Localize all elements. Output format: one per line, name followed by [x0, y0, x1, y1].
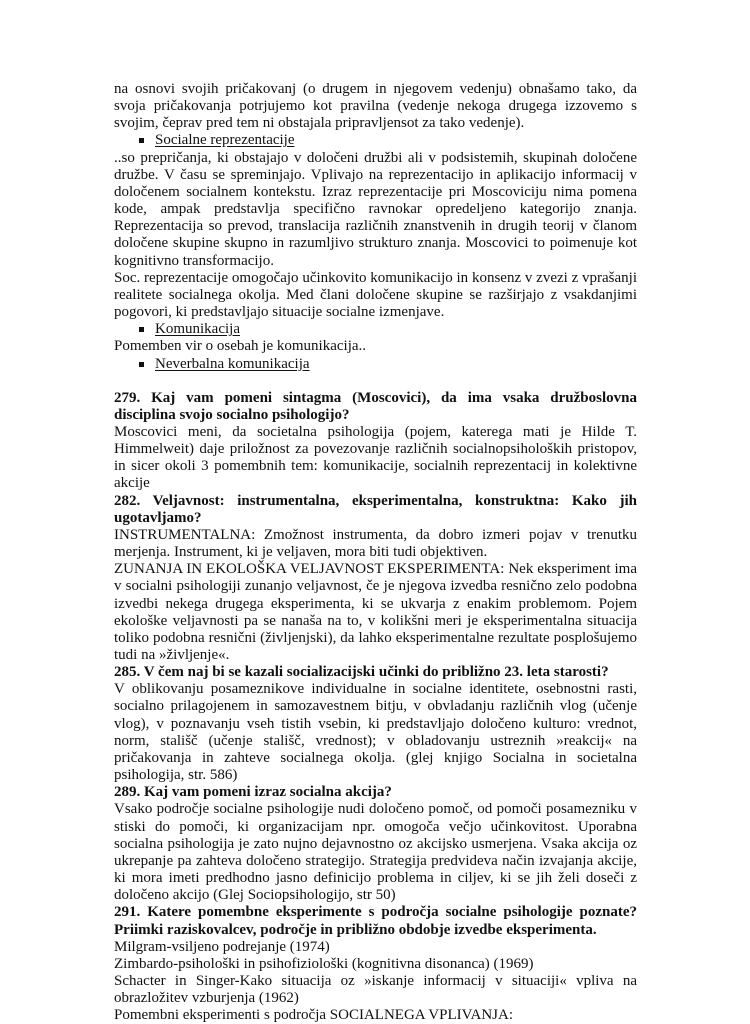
paragraph: Soc. reprezentacije omogočajo učinkovito komunikacijo in konsenz v zvezi z vprašanji realitete socialnega okolja. Med člani določene skupine se razširjajo z vsakdanjimi pogovori, ki predstavljajo situacije socialne izmenjave. [114, 269, 637, 321]
answer-paragraph: INSTRUMENTALNA: Zmožnost instrumenta, da dobro izmeri pojav v trenutku merjenja. Instrument, ki je veljaven, mora biti tudi objektiven. [114, 526, 637, 561]
square-bullet-icon [139, 362, 144, 367]
paragraph: ..so prepričanja, ki obstajajo v določeni družbi ali v podsistemih, skupinah določene družbe. V času se spreminjajo. Vplivajo na reprezentacijo in aplikacijo informacij v določenem socialnem kontekstu. Izraz reprezentacije pri Moscoviciju nima pomena kode, ampak predstavlja specifično ravnokar opredeljeno kategorijo znanja. Reprezentacija so prevod, translacija različnih znanstvenih in drugih teorij v članom določene skupine skupno in razumljivo strukturo znanja. Moscovici to poimenuje kot kognitivno transformacijo. [114, 149, 637, 269]
answer-line: Schacter in Singer-Kako situacija oz »iskanje informacij v situaciji« vpliva na obrazložitev vzburjenja (1962) [114, 972, 637, 1007]
question-heading-282: 282. Veljavnost: instrumentalna, eksperimentalna, konstruktna: Kako jih ugotavljamo? [114, 492, 637, 526]
answer-line: Zimbardo-psihološki in psihofiziološki (kognitivna disonanca) (1969) [114, 955, 534, 972]
answer-paragraph: V oblikovanju posameznikove individualne in socialne identitete, osebnostni rasti, socialno prilagojenem in samozavestnem bitju, v obvladanju različnih vlog (učenje vlog), v poznavanju vseh tistih vsebin, ki predstavljajo določeno kulturo: vrednot, norm, stališč (učenje stališč, vrednost); v obladovanju ustreznih »reakcij« na pričakovanja in zahteve socialnega okolja. (glej knjigo Socialna in societalna psihologija, str. 586) [114, 681, 637, 784]
question-heading-289: 289. Kaj vam pomeni izraz socialna akcija? [114, 784, 392, 801]
question-heading-285: 285. V čem naj bi se kazali socializacijski učinki do približno 23. leta starosti? [114, 664, 609, 681]
bullet-item-komunikacija [114, 321, 637, 338]
bullet-item-neverbalna-komunikacija [114, 356, 637, 373]
question-heading-291: 291. Katere pomembne eksperimente s področja socialne psihologije poznate? Priimki raziskovalcev, področje in približno obdobje izvedbe eksperimenta. [114, 904, 637, 938]
square-bullet-icon [139, 327, 144, 332]
paragraph: Pomemben vir o osebah je komunikacija.. [114, 338, 367, 355]
answer-paragraph: Vsako področje socialne psihologije nudi določeno pomoč, od pomoči posamezniku v stiski do pomoči, ki organizacijam npr. omogoča večjo učinkovitost. Uporabna socialna psihologija je zato nujno dejavnostno oz akcijsko usmerjena. Vsaka akcija oz ukrepanje pa zahteva določeno strategijo. Strategija predvideva način izvajanja akcije, ki mora imeti predhodno jasno definicijo problema in ciljev, ki se jih želi doseči z določeno akcijo (Glej Sociopsihologijo, str 50) [114, 801, 637, 904]
bullet-label: Neverbalna komunikacija [155, 355, 310, 372]
answer-paragraph: ZUNANJA IN EKOLOŠKA VELJAVNOST EKSPERIMENTA: Nek eksperiment ima v socialni psihologiji zunanjo veljavnost, če je njegova izvedba resnično zelo podobna izvedbi nekega drugega eksperimenta, ki se ukvarja z enakim problemom. Pojem ekološke veljavnosti pa se nanaša na to, v kolikšni meri je eksperimentalna situacija toliko podobna resnični (življenjski), da lahko eksperimentalne rezultate posplošujemo tudi na »življenje«. [114, 561, 637, 663]
answer-line: Milgram-vsiljeno podrejanje (1974) [114, 938, 330, 955]
bullet-item-socialne-reprezentacije [114, 132, 637, 149]
square-bullet-icon [139, 138, 144, 143]
answer-paragraph: Moscovici meni, da societalna psihologija (pojem, katerega mati je Hilde T. Himmelweit) daje priložnost za povezovanje različnih socialnopsiholoških pristopov, in sicer okoli 3 pomembnih tem: komunikacije, socialnih reprezentacij in kolektivne akcije [114, 423, 637, 492]
intro-paragraph: na osnovi svojih pričakovanj (o drugem in njegovem vedenju) obnašamo tako, da svoja pričakovanja potrjujemo kot pravilna (vedenje nekoga drugega izzovemo s svojim, čeprav pred tem ni obstajala pripravljensot za tako vedenje). [114, 81, 637, 132]
bullet-label: Komunikacija [155, 321, 240, 338]
document-page [114, 81, 637, 1024]
blank-line [114, 373, 637, 390]
question-heading-279: 279. Kaj vam pomeni sintagma (Moscovici), da ima vsaka družboslovna disciplina svojo socialno psihologijo? [114, 389, 637, 423]
bullet-label: Socialne reprezentacije [155, 132, 295, 149]
answer-line: Pomembni eksperimenti s področja SOCIALNEGA VPLIVANJA: [114, 1007, 514, 1024]
